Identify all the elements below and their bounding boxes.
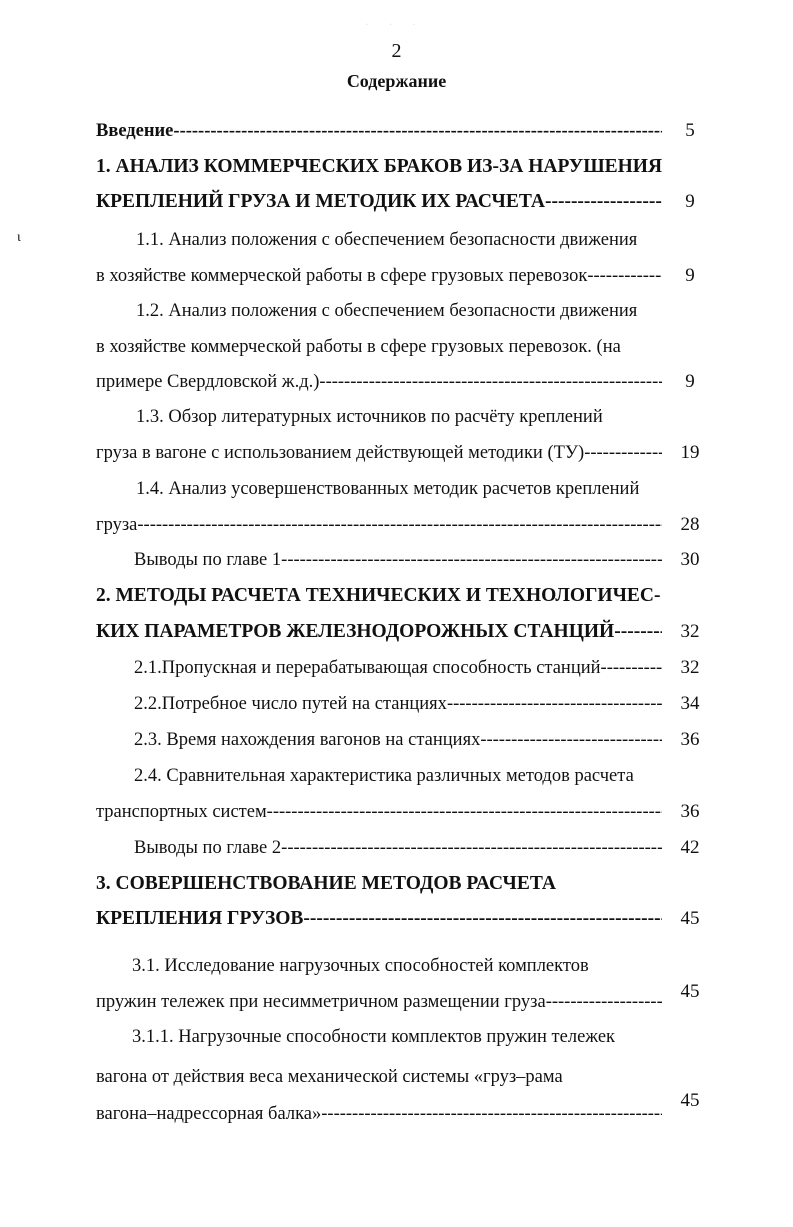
- toc-entry-text: 1.1. Анализ положения с обеспечением безопасности движения: [136, 230, 638, 250]
- toc-page-number: 9: [685, 191, 695, 212]
- toc-entry-text: 2.1.Пропускная и перерабатывающая способность станций -----: [134, 658, 662, 678]
- toc-entry-text: КИХ ПАРАМЕТРОВ ЖЕЛЕЗНОДОРОЖНЫХ СТАНЦИЙ -----: [96, 621, 662, 642]
- toc-page-number: 28: [680, 514, 700, 535]
- toc-page-number: 42: [680, 837, 700, 858]
- scan-specks: · · ·: [366, 22, 425, 28]
- toc-page-number: 32: [680, 621, 700, 642]
- toc-page-number: 9: [685, 371, 695, 392]
- toc-page-number: 34: [680, 693, 700, 714]
- toc-entry-text: 2.3. Время нахождения вагонов на станциях -----: [134, 730, 662, 750]
- toc-entry-text: транспортных систем -----: [96, 802, 662, 822]
- toc-entry-text: Введение -----: [96, 121, 662, 141]
- toc-page-number: 19: [680, 442, 700, 463]
- toc-entry-text: 1.3. Обзор литературных источников по расчёту креплений: [136, 407, 603, 427]
- toc-page-number: 9: [685, 265, 695, 286]
- toc-entry-text: КРЕПЛЕНИЯ ГРУЗОВ -----: [96, 908, 662, 929]
- toc-page-number: 32: [680, 657, 700, 678]
- toc-entry-text: пружин тележек при несимметричном размещении груза -----: [96, 992, 662, 1012]
- toc-page-number: 45: [680, 908, 700, 929]
- toc-entry-text: 1.4. Анализ усовершенствованных методик расчетов креплений: [136, 479, 640, 499]
- toc-entry-text: 3. СОВЕРШЕНСТВОВАНИЕ МЕТОДОВ РАСЧЕТА: [96, 873, 556, 894]
- toc-entry-text: вагона–надрессорная балка» -----: [96, 1104, 662, 1124]
- toc-entry-text: груза -----: [96, 515, 662, 535]
- toc-entry-text: 2.4. Сравнительная характеристика различных методов расчета: [134, 766, 634, 786]
- toc-entry-text: 2.2.Потребное число путей на станциях -----: [134, 694, 662, 714]
- toc-entry-text: 1. АНАЛИЗ КОММЕРЧЕСКИХ БРАКОВ ИЗ-ЗА НАРУШЕНИЯ: [96, 156, 663, 177]
- toc-entry-text: примере Свердловской ж.д.) -----: [96, 372, 662, 392]
- toc-entry-text: в хозяйстве коммерческой работы в сфере грузовых перевозок -----: [96, 266, 662, 286]
- toc-entry-text: Выводы по главе 2 -----: [134, 838, 662, 858]
- toc-page-number: 36: [680, 729, 700, 750]
- margin-mark: ι: [17, 230, 21, 245]
- toc-entry-text: груза в вагоне с использованием действующей методики (ТУ) -----: [96, 443, 662, 463]
- toc-entry-text: вагона от действия веса механической системы «груз–рама: [96, 1067, 563, 1087]
- page-number: 2: [391, 40, 402, 62]
- page-title: Содержание: [346, 71, 447, 91]
- toc-page-number: 45: [680, 981, 700, 1002]
- toc-page-number: 45: [680, 1090, 700, 1111]
- toc-page-number: 5: [685, 120, 695, 141]
- toc-entry-text: в хозяйстве коммерческой работы в сфере грузовых перевозок. (на: [96, 337, 621, 357]
- toc-entry-text: 1.2. Анализ положения с обеспечением безопасности движения: [136, 301, 638, 321]
- toc-entry-text: 3.1. Исследование нагрузочных способностей комплектов: [132, 956, 589, 976]
- toc-page-number: 36: [680, 801, 700, 822]
- toc-page-number: 30: [680, 549, 700, 570]
- toc-entry-text: 2. МЕТОДЫ РАСЧЕТА ТЕХНИЧЕСКИХ И ТЕХНОЛОГИЧЕС-: [96, 585, 661, 606]
- toc-entry-text: КРЕПЛЕНИЙ ГРУЗА И МЕТОДИК ИХ РАСЧЕТА -----: [96, 191, 662, 212]
- toc-entry-text: 3.1.1. Нагрузочные способности комплектов пружин тележек: [132, 1027, 616, 1047]
- toc-entry-text: Выводы по главе 1 -----: [134, 550, 662, 570]
